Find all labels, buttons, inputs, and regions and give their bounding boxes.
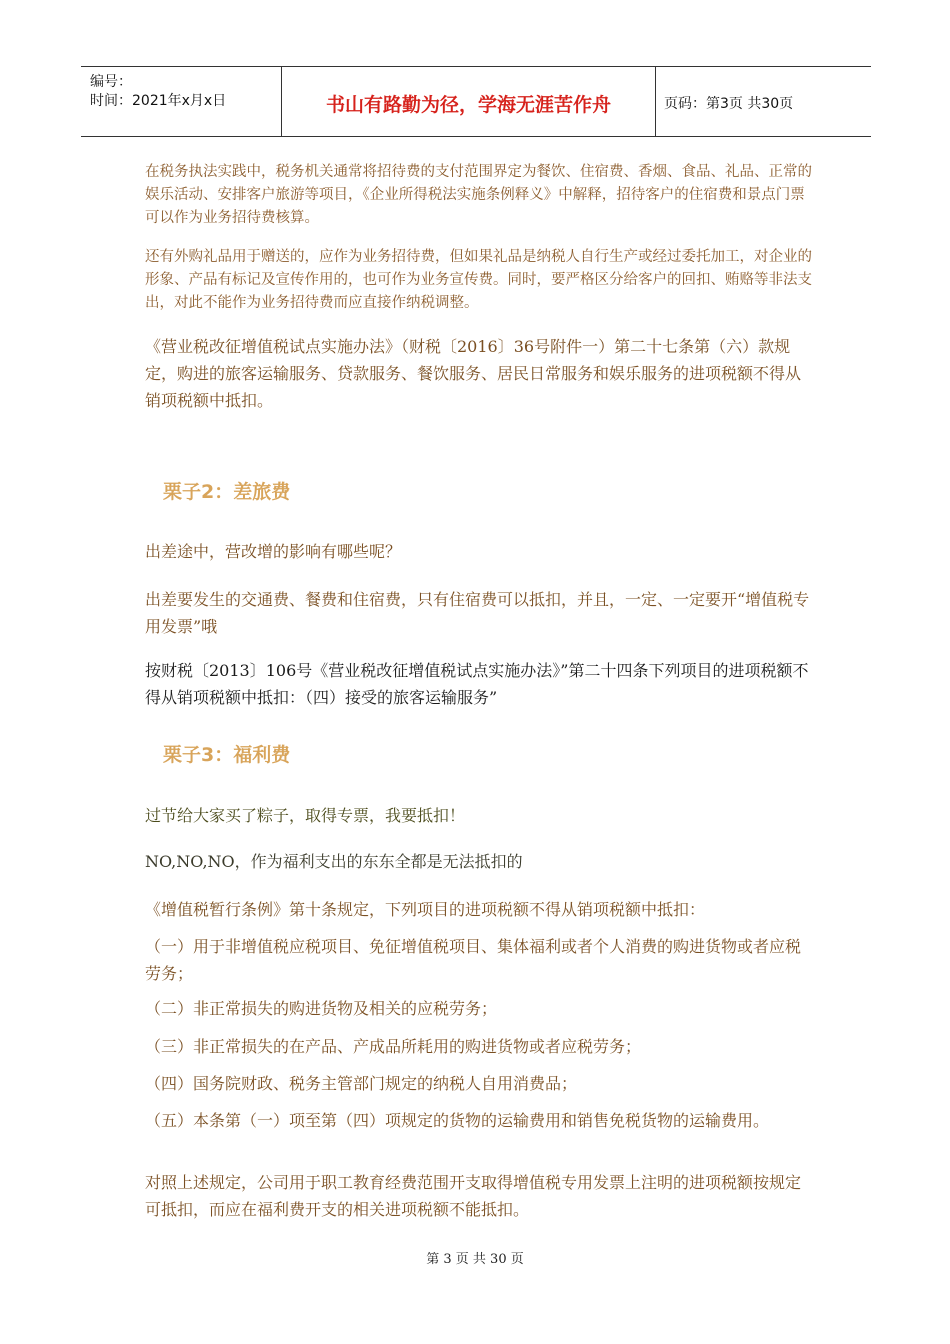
paragraph-14: （五）本条第（一）项至第（四）项规定的货物的运输费用和销售免税货物的运输费用。 xyxy=(145,1111,770,1130)
paragraph-8: NO,NO,NO，作为福利支出的东东全都是无法抵扣的 xyxy=(145,852,523,871)
doc-code-label: 编号： xyxy=(90,74,132,90)
section-heading-2: 栗子2：差旅费 xyxy=(163,481,291,503)
paragraph-9: 《增值税暂行条例》第十条规定，下列项目的进项税额不得从销项税额中抵扣： xyxy=(145,900,706,919)
header-motto: 书山有路勤为径，学海无涯苦作舟 xyxy=(282,67,656,136)
page-header xyxy=(81,66,871,137)
header-meta xyxy=(81,67,282,136)
paragraph-1: 在税务执法实践中，税务机关通常将招待费的支付范围界定为餐饮、住宿费、香烟、食品、礼品、正常的娱乐活动、安排客户旅游等项目，《企业所得税法实施条例释义》中解释，招待客户的住宿费和景点门票可以作为业务招待费核算。 xyxy=(145,164,812,226)
header-page-number: 页码：第3页 共30页 xyxy=(664,95,794,112)
doc-time-label: 时间：2021年x月x日 xyxy=(90,93,227,109)
paragraph-5: 出差要发生的交通费、餐费和住宿费，只有住宿费可以抵扣，并且，一定、一定要开“增值税专用发票”哦 xyxy=(145,590,810,636)
paragraph-10: （一）用于非增值税应税项目、免征增值税项目、集体福利或者个人消费的购进货物或者应税劳务； xyxy=(145,937,802,983)
paragraph-6: 按财税〔2013〕106号《营业税改征增值税试点实施办法》”第二十四条下列项目的进项税额不得从销项税额中抵扣：（四）接受的旅客运输服务” xyxy=(145,661,809,707)
paragraph-7: 过节给大家买了粽子，取得专票，我要抵扣！ xyxy=(145,806,466,825)
paragraph-2: 还有外购礼品用于赠送的，应作为业务招待费，但如果礼品是纳税人自行生产或经过委托加工，对企业的形象、产品有标记及宣传作用的，也可作为业务宣传费。同时，要严格区分给客户的回扣、贿赂等非法支出，对此不能作为业务招待费而应直接作纳税调整。 xyxy=(145,249,812,311)
paragraph-12: （三）非正常损失的在产品、产成品所耗用的购进货物或者应税劳务； xyxy=(145,1037,642,1056)
paragraph-15: 对照上述规定，公司用于职工教育经费范围开支取得增值税专用发票上注明的进项税额按规定可抵扣，而应在福利费开支的相关进项税额不能抵扣。 xyxy=(145,1173,802,1219)
paragraph-11: （二）非正常损失的购进货物及相关的应税劳务； xyxy=(145,999,498,1018)
paragraph-13: （四）国务院财政、税务主管部门规定的纳税人自用消费品； xyxy=(145,1074,578,1093)
page-footer: 第 3 页 共 30 页 xyxy=(426,1252,524,1267)
paragraph-3: 《营业税改征增值税试点实施办法》（财税〔2016〕36号附件一）第二十七条第（六）款规定，购进的旅客运输服务、贷款服务、餐饮服务、居民日常服务和娱乐服务的进项税额不得从销项税额中抵扣。 xyxy=(145,337,802,410)
paragraph-4: 出差途中，营改增的影响有哪些呢？ xyxy=(145,542,402,561)
section-heading-3: 栗子3：福利费 xyxy=(163,744,291,766)
